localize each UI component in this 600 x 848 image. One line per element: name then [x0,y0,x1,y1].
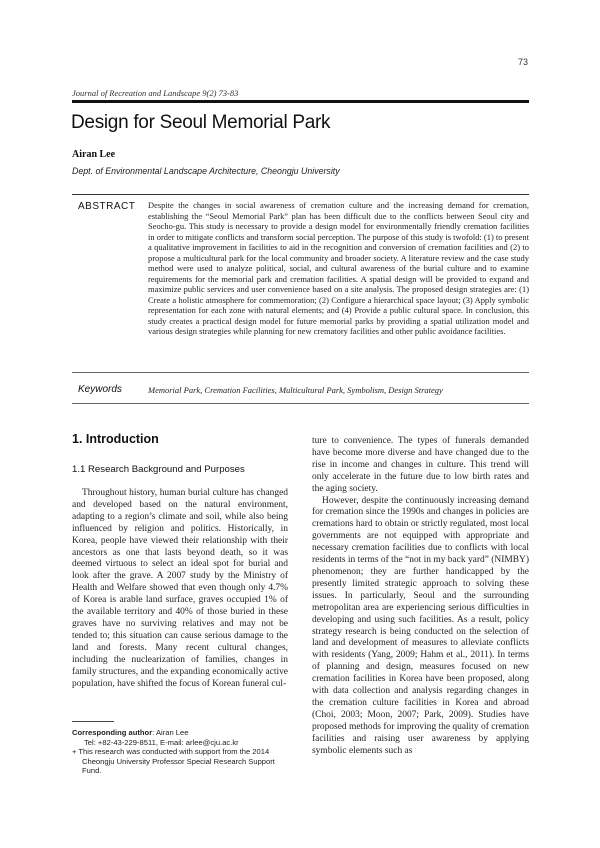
body-paragraph: Throughout history, human burial culture has changed and developed based on the natural environment, adapting to a region’s climate and soil, while also being influenced by religion and politics. Historically, in Korea, people have viewed their relationship with their ancestors as one that lasts beyond death, so it was deemed virtuous to select an ideal spot for burial and look after the grave. A 2007 study by the Ministry of Health and Welfare showed that even though only 4.7% of Korea is arable land surface, graves occupied 1% of the available territory and 40% of those buried in these graves have no surviving relatives and may not be tended to; this situation can cause serious damage to the land and forests. Many recent cultural changes, including the nuclearization of families, changes in family structures, and the expanding economically active population, have shifted the focus of Korean funeral cul- [72,488,288,689]
abstract-text: Despite the changes in social awareness of cremation culture and the increasing demand for cremation, establishing the “Seoul Memorial Park” plan has been difficult due to the conflicts between Seoul city and Seocho-gu. This study is necessary to provide a design model for environmentally friendly cremation facilities in order to mitigate conflicts and transform social perception. The purpose of this study is twofold: (1) to present a qualitative improvement in facilities to aid in the recognition and conversion of cremation facilities and (2) to propose a multicultural park for the local community and broader society. A literature review and the case study method were used to analyze political, social, and cultural awareness of the burial culture and to examine requirements for the memorial park and cremation facilities. A spatial design will be provided to expand and maximize public services and user convenience based on a site analysis. The proposed design strategies are: (1) Create a holistic atmosphere for commemoration; (2) Configure a hierarchical space layout; (3) Apply symbolic representation for each zone with natural elements; and (4) Provide a public cultural space. In conclusion, this study creates a practical design model for future memorial parks by providing a spatial utilization model and various design strategies while planning for new crematory facilities and other public avoidance facilities. [148,200,529,336]
keywords-label: Keywords [78,384,122,395]
footnote-funding-cont: Fund. [82,766,102,776]
paper-title: Design for Seoul Memorial Park [71,112,331,133]
footnotes [72,728,292,776]
body-paragraph: However, despite the continuously increasing demand for cremation since the 1990s and changes in policies are cremations hard to obtain or strictly regulated, most local governments are not equipped with appropriate and necessary cremation facilities due to conflicts with local residents in terms of the “not in my back yard” (NIMBY) phenomenon; they are further handicapped by the presently limited strategic approach to solving these issues. In particularly, Seoul and the surrounding metropolitan area are experiencing serious difficulties in developing and using such facilities. As a result, policy strategy research is being conducted on the selection of land and development of measures to alleviate conflicts with residents (Yang, 2009; Hahm et al., 2011). In terms of planning and design, measures focused on new cremation facilities in Korea have been proposed, along with data collection and analysis regarding changes in the cremation culture facilities in Korea and abroad (Choi, 2003; Moon, 2007; Park, 2009). Studies have proposed methods for improving the quality of cremation facilities and raising user awareness by applying symbolic elements such as [312,495,530,756]
footnote-funding-cont: Cheongju University Professor Special Research Support [82,756,275,766]
keywords-top-rule [72,372,529,373]
journal-citation: Journal of Recreation and Landscape 9(2) 73-83 [72,88,239,98]
left-column [72,432,288,690]
keywords-text: Memorial Park, Cremation Facilities, Multicultural Park, Symbolism, Design Strategy [148,385,443,395]
footnote-contact: Tel: +82-43-229-8511, E-mail: arlee@cju.ac.kr [84,737,239,747]
footnote-author-value: : Airan Lee [152,728,189,737]
footnote-author-label: Corresponding author [72,728,153,737]
page-number: 73 [517,57,528,67]
subsection-heading: 1.1 Research Background and Purposes [72,464,245,475]
footnote-corresponding-author [72,728,292,738]
footnote-funding: + This research was conducted with support from the 2014 [72,747,270,757]
section-heading: 1. Introduction [72,432,159,446]
abstract-top-rule [72,194,529,195]
right-column [312,436,529,757]
author-affiliation: Dept. of Environmental Landscape Architecture, Cheongju University [72,166,340,176]
header-rule [72,100,529,103]
author-name: Airan Lee [72,149,116,160]
body-paragraph: ture to convenience. The types of funerals demanded have become more diverse and have changed due to the rise in income and changes in culture. This trend will only accelerate in the future due to low birth rates and the aging society. [312,436,529,494]
abstract-label: ABSTRACT [78,201,136,212]
keywords-bottom-rule [72,403,529,404]
footnote-rule [72,721,114,722]
